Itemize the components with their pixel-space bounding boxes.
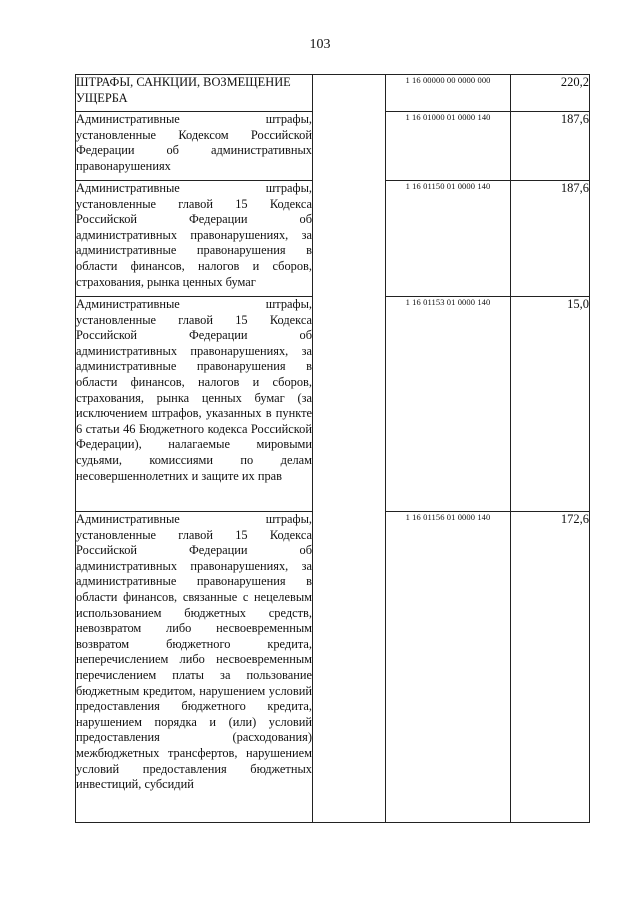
row-code: 1 16 01000 01 0000 140 <box>386 112 511 181</box>
row-amount: 187,6 <box>511 112 590 181</box>
row-code: 1 16 01150 01 0000 140 <box>386 181 511 297</box>
row-name: ШТРАФЫ, САНКЦИИ, ВОЗМЕЩЕНИЕ УЩЕРБА <box>76 75 291 105</box>
row-name-cell <box>76 112 313 181</box>
row-amount: 15,0 <box>511 297 590 512</box>
row-name-cell <box>76 297 313 512</box>
row-name: Административные штрафы, установленные Кодексом Российской Федерации об административных правонарушениях <box>76 112 312 173</box>
row-amount: 187,6 <box>511 181 590 297</box>
budget-table <box>75 74 590 823</box>
page-number: 103 <box>309 37 331 52</box>
row-name-cell <box>76 181 313 297</box>
row-name-cell <box>76 75 313 112</box>
row-name: Административные штрафы, установленные главой 15 Кодекса Российской Федерации об административных правонарушениях, за административные правонарушения в области финансов, связанные с нецелевым использованием бюджетных средств, невозвратом либо несвоевременным возвратом бюджетного кредита, неперечислением либо несвоевременным перечислением платы за пользование бюджетным кредитом, нарушением условий предоставления бюджетного кредита, нарушением порядка и (или) условий предоставления (расходования) межбюджетных трансфертов, нарушением условий предоставления бюджетных инвестиций, субсидий <box>76 512 312 792</box>
table-row <box>76 75 590 112</box>
row-code: 1 16 01153 01 0000 140 <box>386 297 511 512</box>
row-name-cell <box>76 512 313 823</box>
row-amount: 172,6 <box>511 512 590 823</box>
blank-column <box>313 75 386 823</box>
row-amount: 220,2 <box>511 75 590 112</box>
row-name: Административные штрафы, установленные главой 15 Кодекса Российской Федерации об административных правонарушениях, за административные правонарушения в области финансов, налогов и сборов, страхования, рынка ценных бумаг <box>76 181 312 289</box>
row-code: 1 16 01156 01 0000 140 <box>386 512 511 823</box>
row-code: 1 16 00000 00 0000 000 <box>386 75 511 112</box>
row-name: Административные штрафы, установленные главой 15 Кодекса Российской Федерации об административных правонарушениях, за административные правонарушения в области финансов, налогов и сборов, страхования, рынка ценных бумаг (за исключением штрафов, указанных в пункте 6 статьи 46 Бюджетного кодекса Российской Федерации), налагаемые мировыми судьями, комиссиями по делам несовершеннолетних и защите их прав <box>76 297 312 483</box>
